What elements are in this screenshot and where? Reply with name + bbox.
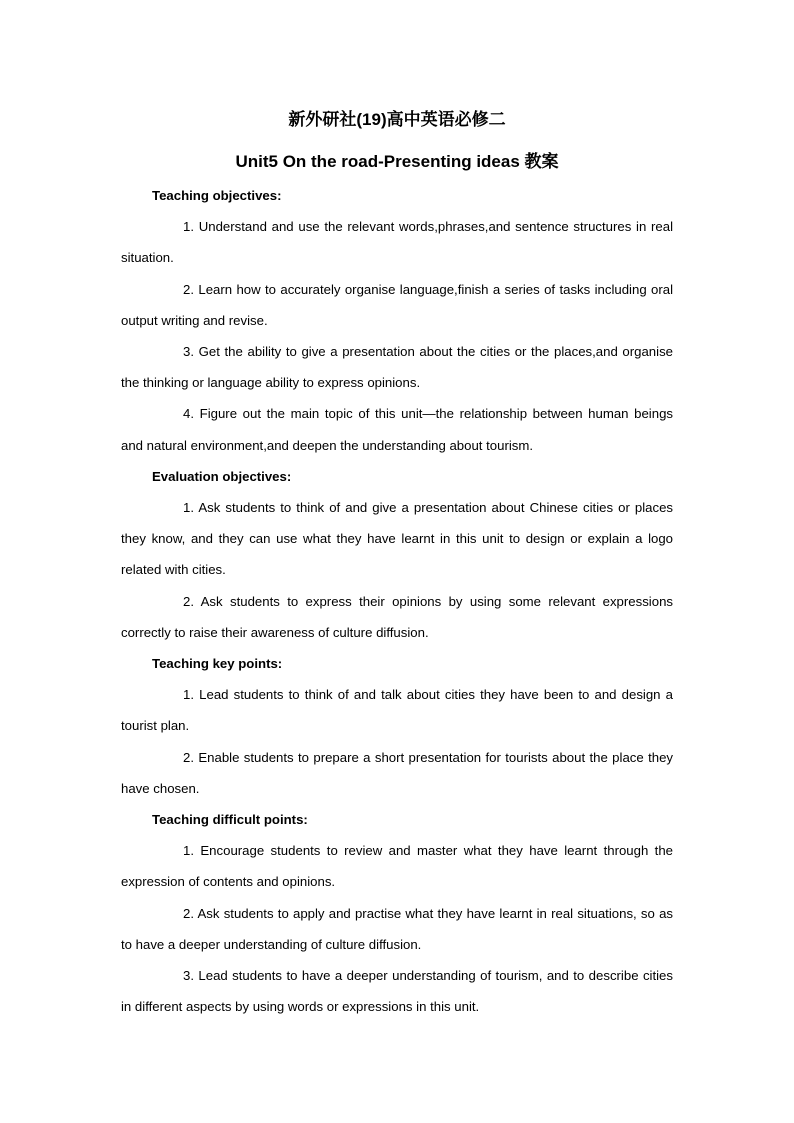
teaching-objective-item xyxy=(121,211,673,273)
item-number: 2. xyxy=(183,281,194,297)
item-number: 2. xyxy=(183,905,194,921)
item-text: Ask students to apply and practise what they have learnt in real situations, so as to have a deeper understanding of culture diffusion. xyxy=(121,905,674,952)
document-title: 新外研社(19)高中英语必修二 xyxy=(288,110,506,129)
key-point-item xyxy=(121,679,673,741)
item-number: 1. xyxy=(183,843,194,859)
item-number: 1. xyxy=(183,500,194,516)
key-points-heading: Teaching key points: xyxy=(152,656,283,672)
evaluation-objective-item xyxy=(121,586,673,648)
item-text: Ask students to think of and give a presentation about Chinese cities or places they know, and they can use what they have learnt in this unit to design or explain a logo related with cities. xyxy=(121,500,673,578)
difficult-point-item xyxy=(121,960,673,1022)
evaluation-objectives-heading: Evaluation objectives: xyxy=(152,468,292,484)
evaluation-objective-item xyxy=(121,492,673,586)
item-text: Get the ability to give a presentation about the cities or the places,and organise the thinking or language ability to express opinions. xyxy=(121,344,673,391)
teaching-objective-item xyxy=(121,398,673,460)
document-body xyxy=(121,180,673,1022)
item-text: Ask students to express their opinions by using some relevant expressions correctly to raise their awareness of culture diffusion. xyxy=(121,593,673,640)
item-number: 4. xyxy=(183,406,194,422)
difficult-point-item xyxy=(121,835,673,897)
item-text: Learn how to accurately organise language,finish a series of tasks including oral output writing and revise. xyxy=(121,281,674,328)
item-text: Encourage students to review and master what they have learnt through the expression of contents and opinions. xyxy=(121,843,674,890)
item-number: 2. xyxy=(183,593,194,609)
item-text: Enable students to prepare a short presentation for tourists about the place they have chosen. xyxy=(121,749,673,796)
teaching-objective-item xyxy=(121,336,673,398)
item-number: 3. xyxy=(183,968,194,984)
document-subtitle: Unit5 On the road-Presenting ideas 教案 xyxy=(235,152,559,171)
item-number: 2. xyxy=(183,749,194,765)
difficult-points-heading: Teaching difficult points: xyxy=(152,812,308,828)
teaching-objective-item xyxy=(121,274,673,336)
item-number: 1. xyxy=(183,687,194,703)
item-text: Lead students to think of and talk about cities they have been to and design a tourist plan. xyxy=(121,687,673,734)
difficult-point-item xyxy=(121,898,673,960)
item-number: 3. xyxy=(183,344,194,360)
teaching-objectives-heading: Teaching objectives: xyxy=(152,188,282,203)
item-number: 1. xyxy=(183,219,194,235)
item-text: Lead students to have a deeper understanding of tourism, and to describe cities in different aspects by using words or expressions in this unit. xyxy=(121,968,673,1015)
item-text: Understand and use the relevant words,phrases,and sentence structures in real situation. xyxy=(121,219,674,266)
key-point-item xyxy=(121,742,673,804)
item-text: Figure out the main topic of this unit—the relationship between human beings and natural environment,and deepen the understanding about tourism. xyxy=(121,406,674,453)
